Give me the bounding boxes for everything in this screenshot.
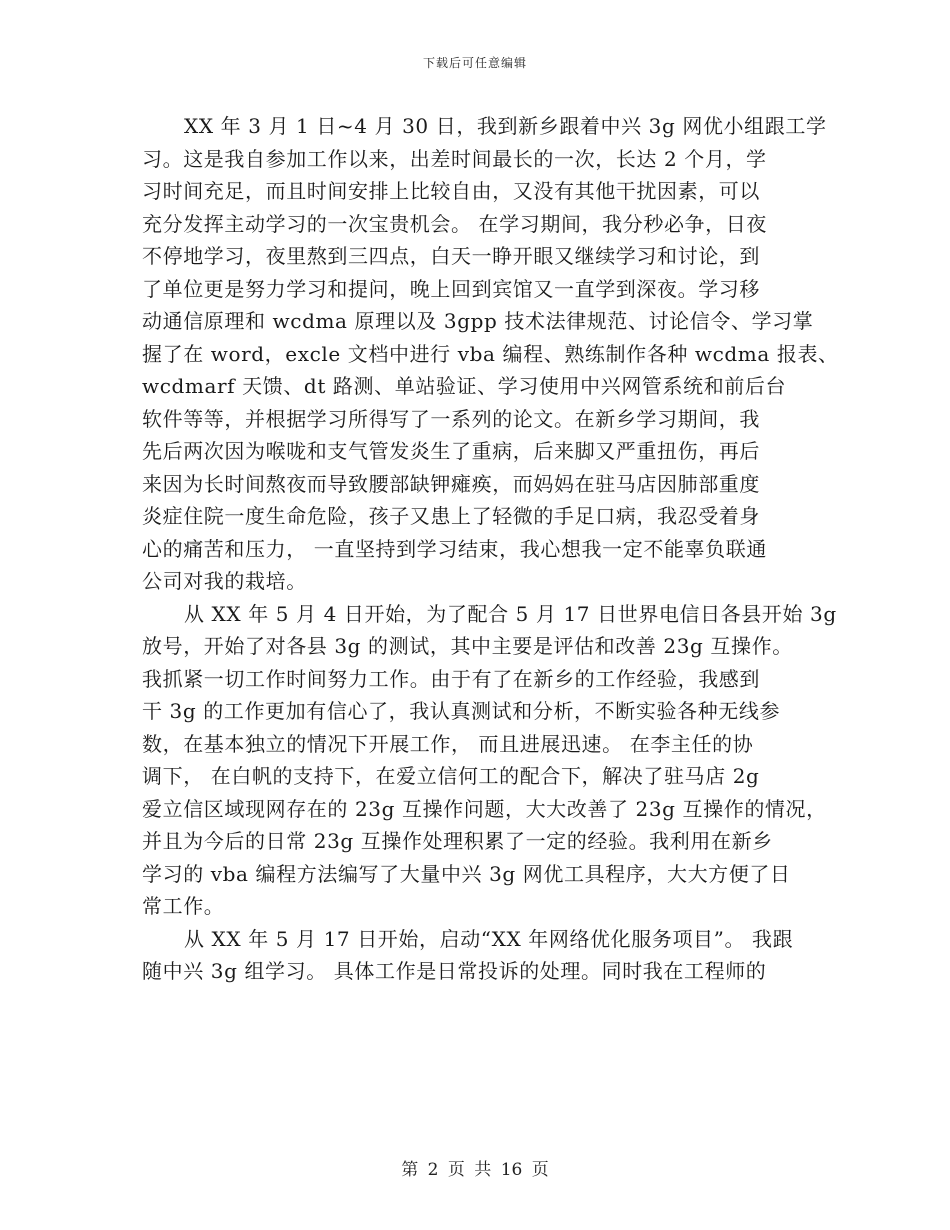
text-line: 来因为长时间熬夜而导致腰部缺钾瘫痪，而妈妈在驻马店因肺部重度 [142, 471, 760, 496]
text-line: 习时间充足，而且时间安排上比较自由，又没有其他干扰因素，可以 [142, 179, 760, 203]
page-header: 下载后可任意编辑 [422, 56, 527, 70]
text-line: 习。这是我自参加工作以来，出差时间最长的一次，长达 2 个月，学 [142, 146, 767, 171]
text-line: 数，在基本独立的情况下开展工作， 而且进展迅速。 在李主任的协 [142, 731, 754, 756]
text-line: 握了在 word，excle 文档中进行 vba 编程、熟练制作各种 wcdma 报表、 [142, 341, 839, 366]
text-line: 并且为今后的日常 23g 互操作处理积累了一定的经验。我利用在新乡 [142, 829, 773, 853]
text-line: 不停地学习，夜里熬到三四点，白天一睁开眼又继续学习和讨论，到 [142, 244, 760, 268]
text-line: 学习的 vba 编程方法编写了大量中兴 3g 网优工具程序，大大方便了日 [142, 861, 791, 886]
page-number: 第 2 页 共 16 页 [401, 1160, 549, 1180]
text-line: 常工作。 [142, 894, 225, 918]
text-line: 公司对我的栽培。 [142, 569, 307, 593]
text-line: 随中兴 3g 组学习。 具体工作是日常投诉的处理。同时我在工程师的 [142, 959, 767, 983]
text-line: 动通信原理和 wcdma 原理以及 3gpp 技术法律规范、讨论信令、学习掌 [142, 309, 814, 333]
text-line: wcdmarf 天馈、dt 路测、单站验证、学习使用中兴网管系统和前后台 [142, 374, 787, 398]
text-line: 心的痛苦和压力， 一直坚持到学习结束，我心想我一定不能辜负联通 [142, 536, 767, 561]
text-line: 干 3g 的工作更加有信心了，我认真测试和分析，不断实验各种无线参 [142, 699, 781, 723]
text-line: 我抓紧一切工作时间努力工作。由于有了在新乡的工作经验，我感到 [142, 666, 760, 691]
text-line: 从 XX 年 5 月 17 日开始，启动“XX 年网络优化服务项目”。 我跟 [184, 926, 794, 951]
text-line: 炎症住院一度生命危险，孩子又患上了轻微的手足口病，我忍受着身 [142, 504, 760, 528]
text-line: 从 XX 年 5 月 4 日开始，为了配合 5 月 17 日世界电信日各县开始 3g [184, 601, 837, 626]
text-line: 调下， 在白帆的支持下，在爱立信何工的配合下，解决了驻马店 2g [142, 764, 760, 788]
text-line: 软件等等，并根据学习所得写了一系列的论文。在新乡学习期间，我 [142, 406, 760, 431]
text-line: 充分发挥主动学习的一次宝贵机会。 在学习期间，我分秒必争，日夜 [142, 211, 767, 236]
document-body [142, 110, 839, 988]
text-line: 先后两次因为喉咙和支气管发炎生了重病，后来脚又严重扭伤，再后 [142, 439, 760, 463]
text-line: XX 年 3 月 1 日~4 月 30 日，我到新乡跟着中兴 3g 网优小组跟工学 [184, 114, 827, 138]
text-line: 了单位更是努力学习和提问，晚上回到宾馆又一直学到深夜。学习移 [142, 276, 760, 301]
text-line: 爱立信区域现网存在的 23g 互操作问题，大大改善了 23g 互操作的情况， [142, 796, 827, 821]
text-line: 放号，开始了对各县 3g 的测试，其中主要是评估和改善 23g 互操作。 [142, 634, 793, 658]
